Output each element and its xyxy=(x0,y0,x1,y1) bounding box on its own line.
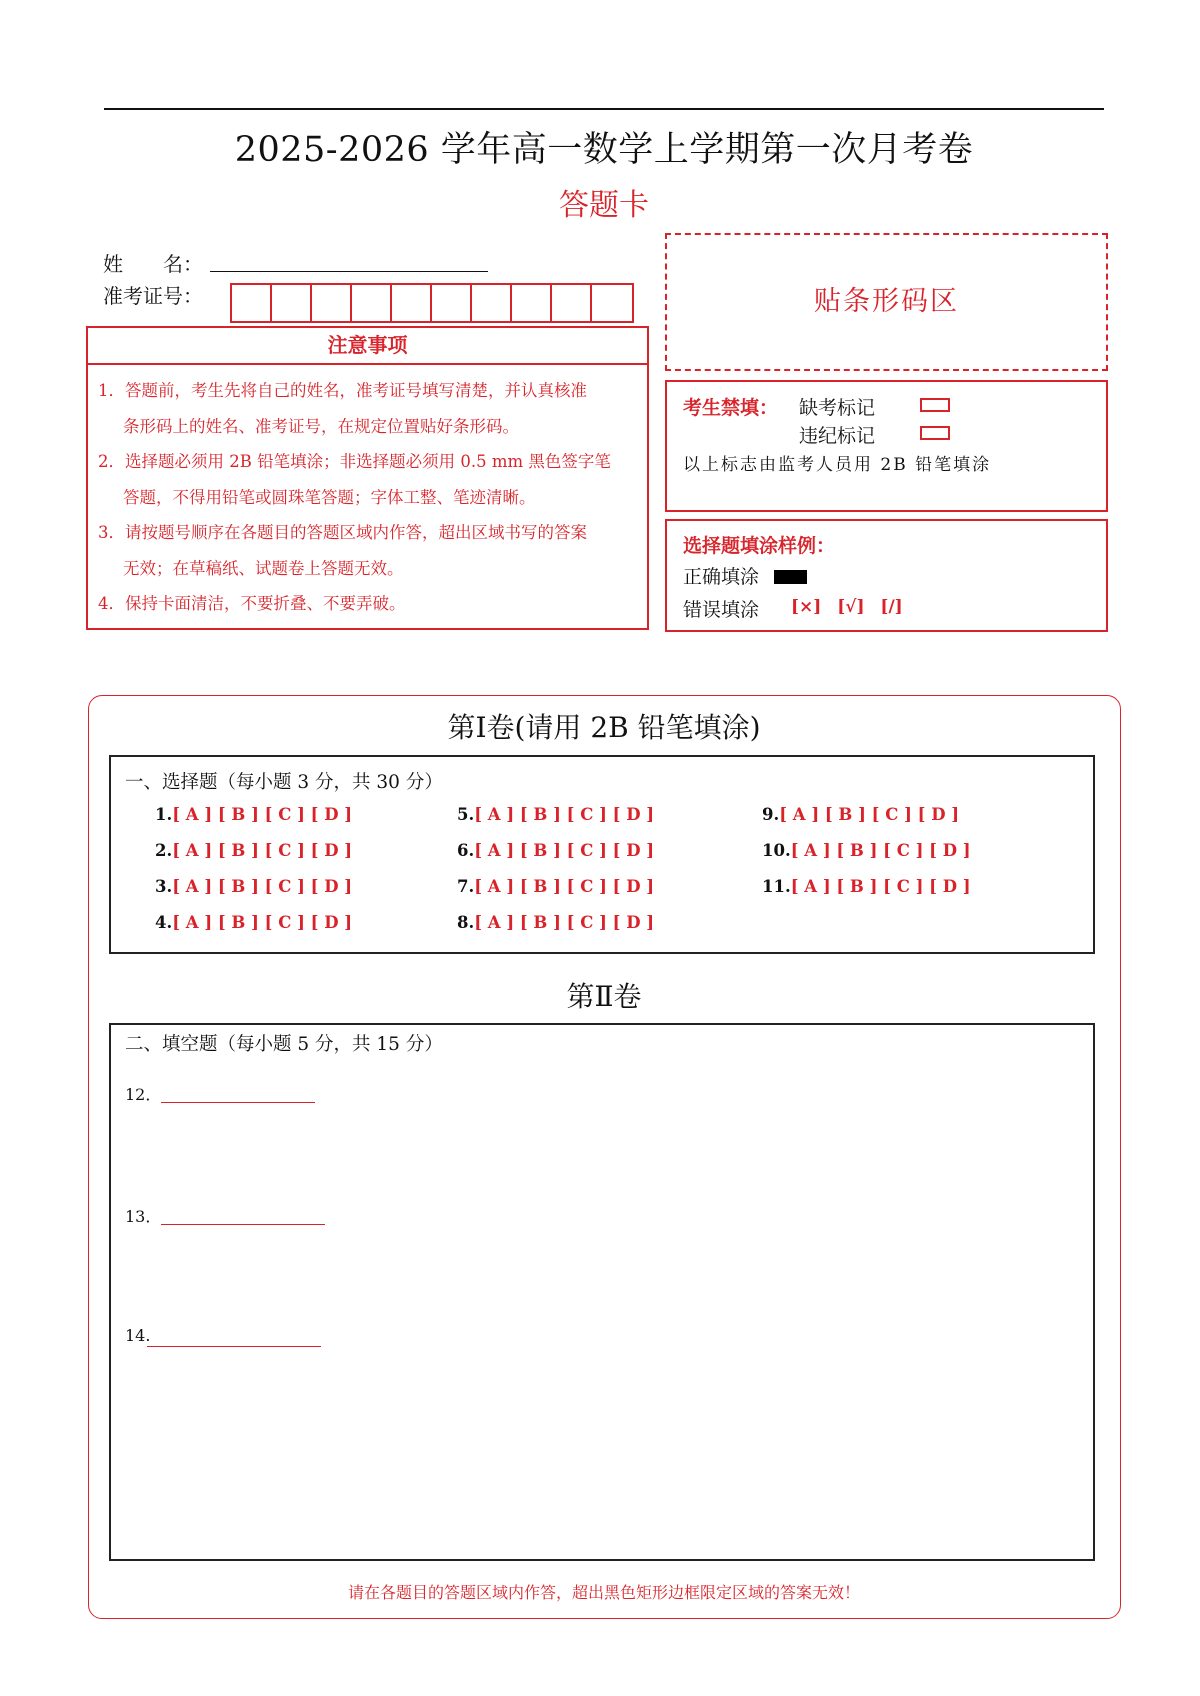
exam-id-box[interactable] xyxy=(312,285,352,321)
notice-item-line: 条形码上的姓名、准考证号，在规定位置贴好条形码。 xyxy=(123,416,519,436)
name-label: 姓 名： xyxy=(103,252,203,276)
notice-item-line: 2．选择题必须用 2B 铅笔填涂；非选择题必须用 0.5 mm 黑色签字笔 xyxy=(98,452,611,471)
correct-fill-label: 正确填涂 xyxy=(683,566,760,588)
fill-in-section-title: 二、填空题（每小题 5 分，共 15 分） xyxy=(125,1034,443,1055)
choice-options[interactable]: [ A ] [ B ] [ C ] [ D ] xyxy=(172,913,353,932)
answer-sheet-subtitle: 答题卡 xyxy=(559,188,649,223)
fill-sample-box xyxy=(665,519,1108,632)
choice-question[interactable] xyxy=(457,913,654,932)
choice-question[interactable] xyxy=(457,805,654,824)
question-number: 5. xyxy=(457,805,475,824)
exam-id-box[interactable] xyxy=(272,285,312,321)
name-field[interactable] xyxy=(210,271,488,272)
part2-title: 第Ⅱ卷 xyxy=(566,980,642,1013)
fill-answer-line[interactable] xyxy=(161,1224,325,1225)
fill-question-number: 14. xyxy=(125,1326,151,1345)
correct-fill-mark xyxy=(774,570,807,584)
fill-question-number: 12． xyxy=(125,1085,162,1104)
fill-answer-line[interactable] xyxy=(161,1102,315,1103)
absent-mark-label: 缺考标记 xyxy=(799,397,876,419)
choice-question[interactable] xyxy=(155,913,352,932)
choice-options[interactable]: [ A ] [ B ] [ C ] [ D ] xyxy=(779,805,960,824)
question-number: 3. xyxy=(155,877,173,896)
notice-item-line: 1．答题前，考生先将自己的姓名，准考证号填写清楚，并认真核准 xyxy=(98,381,587,400)
choice-options[interactable]: [ A ] [ B ] [ C ] [ D ] xyxy=(474,913,655,932)
exam-id-label: 准考证号： xyxy=(103,284,203,308)
choice-options[interactable]: [ A ] [ B ] [ C ] [ D ] xyxy=(474,877,655,896)
choice-question[interactable] xyxy=(762,805,959,824)
choice-question[interactable] xyxy=(155,877,352,896)
choice-options[interactable]: [ A ] [ B ] [ C ] [ D ] xyxy=(474,805,655,824)
choice-options[interactable]: [ A ] [ B ] [ C ] [ D ] xyxy=(172,805,353,824)
choice-question[interactable] xyxy=(457,841,654,860)
part1-title: 第Ⅰ卷(请用 2B 铅笔填涂) xyxy=(447,711,761,744)
exam-id-boxes[interactable] xyxy=(230,283,634,323)
exam-id-box[interactable] xyxy=(472,285,512,321)
notice-list xyxy=(86,365,649,630)
choice-question[interactable] xyxy=(457,877,654,896)
notice-item xyxy=(98,515,639,586)
question-number: 9. xyxy=(762,805,780,824)
proctor-note: 以上标志由监考人员用 2B 铅笔填涂 xyxy=(683,455,992,475)
exam-id-box[interactable] xyxy=(232,285,272,321)
question-number: 2. xyxy=(155,841,173,860)
question-number: 10. xyxy=(762,841,791,860)
notice-item-line: 答题，不得用铅笔或圆珠笔答题；字体工整、笔迹清晰。 xyxy=(123,487,536,507)
notice-item-line: 无效；在草稿纸、试题卷上答题无效。 xyxy=(123,558,404,578)
notice-item xyxy=(98,586,639,622)
question-number: 8. xyxy=(457,913,475,932)
violation-mark-label: 违纪标记 xyxy=(799,425,876,447)
question-number: 1. xyxy=(155,805,173,824)
fill-sample-title: 选择题填涂样例： xyxy=(683,535,836,557)
choice-question[interactable] xyxy=(762,841,971,860)
question-number: 11. xyxy=(762,877,791,896)
choice-options[interactable]: [ A ] [ B ] [ C ] [ D ] xyxy=(790,841,971,860)
choice-options[interactable]: [ A ] [ B ] [ C ] [ D ] xyxy=(790,877,971,896)
choice-section xyxy=(109,755,1095,954)
exam-id-box[interactable] xyxy=(592,285,632,321)
choice-question[interactable] xyxy=(762,877,971,896)
choice-options[interactable]: [ A ] [ B ] [ C ] [ D ] xyxy=(474,841,655,860)
choice-section-title: 一、选择题（每小题 3 分，共 30 分） xyxy=(125,772,443,793)
notice-item-line: 4．保持卡面清洁，不要折叠、不要弄破。 xyxy=(98,594,406,613)
notice-item xyxy=(98,373,639,444)
proctor-only-title: 考生禁填： xyxy=(683,397,779,419)
notice-title: 注意事项 xyxy=(86,326,649,365)
fill-answer-line[interactable] xyxy=(147,1346,321,1347)
violation-mark-box[interactable] xyxy=(920,426,950,440)
question-number: 7. xyxy=(457,877,475,896)
question-number: 4. xyxy=(155,913,173,932)
question-number: 6. xyxy=(457,841,475,860)
exam-id-box[interactable] xyxy=(432,285,472,321)
exam-id-box[interactable] xyxy=(552,285,592,321)
barcode-label: 贴条形码区 xyxy=(814,286,959,317)
proctor-only-box xyxy=(665,380,1108,512)
top-rule xyxy=(104,108,1104,110)
barcode-zone xyxy=(665,233,1108,371)
notice-item-line: 3．请按题号顺序在各题目的答题区域内作答，超出区域书写的答案 xyxy=(98,523,587,542)
choice-options[interactable]: [ A ] [ B ] [ C ] [ D ] xyxy=(172,841,353,860)
exam-id-box[interactable] xyxy=(512,285,552,321)
fill-in-section xyxy=(109,1023,1095,1561)
exam-title: 2025-2026 学年高一数学上学期第一次月考卷 xyxy=(234,130,974,170)
wrong-fill-marks: [×] [√] [/] xyxy=(791,597,903,617)
fill-question-number: 13． xyxy=(125,1207,162,1226)
absent-mark-box[interactable] xyxy=(920,398,950,412)
notice-item xyxy=(98,444,639,515)
exam-id-box[interactable] xyxy=(392,285,432,321)
choice-question[interactable] xyxy=(155,841,352,860)
footer-warning: 请在各题目的答题区域内作答，超出黑色矩形边框限定区域的答案无效！ xyxy=(347,1583,860,1602)
choice-options[interactable]: [ A ] [ B ] [ C ] [ D ] xyxy=(172,877,353,896)
wrong-fill-label: 错误填涂 xyxy=(683,599,760,621)
exam-id-box[interactable] xyxy=(352,285,392,321)
choice-question[interactable] xyxy=(155,805,352,824)
